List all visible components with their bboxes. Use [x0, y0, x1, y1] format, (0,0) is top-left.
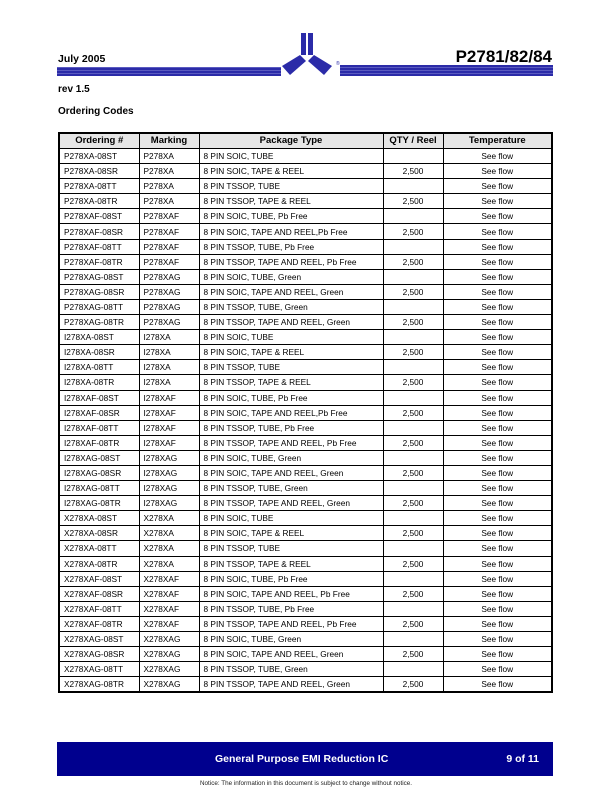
temperature-cell: See flow [443, 541, 552, 556]
table-row [59, 239, 552, 254]
qty-per-reel-cell: 2,500 [383, 496, 443, 511]
package-type-cell: 8 PIN SOIC, TAPE AND REEL, Green [199, 647, 383, 662]
package-type-cell: 8 PIN TSSOP, TUBE, Green [199, 662, 383, 677]
ordering-number-cell: P278XA-08SR [59, 164, 139, 179]
package-type-cell: 8 PIN SOIC, TAPE AND REEL,Pb Free [199, 405, 383, 420]
temperature-cell: See flow [443, 149, 552, 164]
ordering-number-cell: I278XAG-08SR [59, 465, 139, 480]
temperature-cell: See flow [443, 254, 552, 269]
qty-per-reel-cell: 2,500 [383, 586, 443, 601]
qty-per-reel-cell: 2,500 [383, 284, 443, 299]
marking-cell: I278XAG [139, 496, 199, 511]
table-row [59, 526, 552, 541]
ordering-number-cell: I278XAF-08TT [59, 420, 139, 435]
qty-per-reel-cell [383, 450, 443, 465]
package-type-cell: 8 PIN SOIC, TAPE AND REEL, Green [199, 465, 383, 480]
temperature-cell: See flow [443, 345, 552, 360]
page-number: 9 of 11 [506, 753, 539, 765]
table-row [59, 677, 552, 693]
ordering-number-cell: P278XA-08TR [59, 194, 139, 209]
marking-cell: P278XAG [139, 269, 199, 284]
table-row [59, 481, 552, 496]
ordering-number-cell: X278XA-08TT [59, 541, 139, 556]
table-row [59, 194, 552, 209]
temperature-cell: See flow [443, 526, 552, 541]
temperature-cell: See flow [443, 299, 552, 314]
table-row [59, 586, 552, 601]
package-type-cell: 8 PIN SOIC, TUBE [199, 511, 383, 526]
package-type-cell: 8 PIN TSSOP, TUBE, Pb Free [199, 420, 383, 435]
package-type-cell: 8 PIN SOIC, TUBE, Green [199, 632, 383, 647]
temperature-cell: See flow [443, 420, 552, 435]
temperature-cell: See flow [443, 375, 552, 390]
qty-per-reel-cell: 2,500 [383, 405, 443, 420]
temperature-cell: See flow [443, 179, 552, 194]
package-type-cell: 8 PIN SOIC, TUBE, Pb Free [199, 209, 383, 224]
column-header-package-type: Package Type [199, 133, 383, 149]
qty-per-reel-cell: 2,500 [383, 556, 443, 571]
package-type-cell: 8 PIN TSSOP, TAPE AND REEL, Pb Free [199, 254, 383, 269]
qty-per-reel-cell [383, 632, 443, 647]
table-row [59, 541, 552, 556]
marking-cell: P278XAF [139, 254, 199, 269]
ordering-number-cell: P278XA-08TT [59, 179, 139, 194]
package-type-cell: 8 PIN SOIC, TUBE, Pb Free [199, 390, 383, 405]
qty-per-reel-cell [383, 662, 443, 677]
marking-cell: P278XAG [139, 315, 199, 330]
package-type-cell: 8 PIN TSSOP, TAPE AND REEL, Pb Free [199, 435, 383, 450]
table-row [59, 465, 552, 480]
qty-per-reel-cell: 2,500 [383, 254, 443, 269]
ordering-number-cell: X278XA-08SR [59, 526, 139, 541]
temperature-cell: See flow [443, 164, 552, 179]
ordering-number-cell: X278XA-08TR [59, 556, 139, 571]
package-type-cell: 8 PIN SOIC, TUBE [199, 330, 383, 345]
table-row [59, 360, 552, 375]
ordering-number-cell: I278XA-08SR [59, 345, 139, 360]
qty-per-reel-cell: 2,500 [383, 677, 443, 693]
marking-cell: X278XAG [139, 677, 199, 693]
ordering-number-cell: I278XAF-08SR [59, 405, 139, 420]
column-header-qty-reel: QTY / Reel [383, 133, 443, 149]
ordering-number-cell: X278XAF-08TT [59, 601, 139, 616]
qty-per-reel-cell [383, 541, 443, 556]
footer-bar [57, 742, 553, 776]
marking-cell: X278XAF [139, 571, 199, 586]
temperature-cell: See flow [443, 269, 552, 284]
qty-per-reel-cell [383, 420, 443, 435]
marking-cell: P278XA [139, 149, 199, 164]
qty-per-reel-cell [383, 360, 443, 375]
ordering-number-cell: P278XAF-08TR [59, 254, 139, 269]
package-type-cell: 8 PIN SOIC, TAPE & REEL [199, 164, 383, 179]
table-row [59, 149, 552, 164]
marking-cell: P278XA [139, 194, 199, 209]
qty-per-reel-cell: 2,500 [383, 164, 443, 179]
qty-per-reel-cell [383, 601, 443, 616]
ordering-number-cell: P278XAF-08ST [59, 209, 139, 224]
qty-per-reel-cell: 2,500 [383, 315, 443, 330]
table-row [59, 632, 552, 647]
ordering-number-cell: I278XA-08TT [59, 360, 139, 375]
ordering-number-cell: X278XAF-08SR [59, 586, 139, 601]
temperature-cell: See flow [443, 435, 552, 450]
ordering-number-cell: I278XAG-08TT [59, 481, 139, 496]
package-type-cell: 8 PIN SOIC, TAPE AND REEL, Pb Free [199, 586, 383, 601]
qty-per-reel-cell [383, 571, 443, 586]
marking-cell: I278XAF [139, 390, 199, 405]
ordering-number-cell: I278XAG-08TR [59, 496, 139, 511]
ordering-number-cell: P278XAG-08ST [59, 269, 139, 284]
package-type-cell: 8 PIN TSSOP, TUBE [199, 360, 383, 375]
qty-per-reel-cell [383, 511, 443, 526]
marking-cell: I278XAF [139, 420, 199, 435]
package-type-cell: 8 PIN SOIC, TUBE, Pb Free [199, 571, 383, 586]
ordering-number-cell: I278XAG-08ST [59, 450, 139, 465]
table-row [59, 601, 552, 616]
temperature-cell: See flow [443, 496, 552, 511]
temperature-cell: See flow [443, 224, 552, 239]
marking-cell: P278XAF [139, 224, 199, 239]
qty-per-reel-cell [383, 481, 443, 496]
ordering-number-cell: P278XAF-08SR [59, 224, 139, 239]
package-type-cell: 8 PIN SOIC, TAPE & REEL [199, 345, 383, 360]
marking-cell: X278XAG [139, 647, 199, 662]
package-type-cell: 8 PIN SOIC, TAPE AND REEL, Green [199, 284, 383, 299]
table-row [59, 299, 552, 314]
qty-per-reel-cell [383, 179, 443, 194]
table-row [59, 390, 552, 405]
column-header-ordering: Ordering # [59, 133, 139, 149]
qty-per-reel-cell [383, 239, 443, 254]
marking-cell: P278XA [139, 164, 199, 179]
table-row [59, 375, 552, 390]
temperature-cell: See flow [443, 662, 552, 677]
table-row [59, 345, 552, 360]
marking-cell: P278XAG [139, 299, 199, 314]
temperature-cell: See flow [443, 632, 552, 647]
footer-title: General Purpose EMI Reduction IC [215, 753, 389, 765]
marking-cell: P278XAF [139, 209, 199, 224]
temperature-cell: See flow [443, 360, 552, 375]
package-type-cell: 8 PIN TSSOP, TAPE AND REEL, Green [199, 496, 383, 511]
qty-per-reel-cell [383, 269, 443, 284]
marking-cell: I278XA [139, 330, 199, 345]
package-type-cell: 8 PIN TSSOP, TAPE AND REEL, Green [199, 677, 383, 693]
qty-per-reel-cell: 2,500 [383, 375, 443, 390]
package-type-cell: 8 PIN TSSOP, TAPE & REEL [199, 194, 383, 209]
table-row [59, 209, 552, 224]
table-row [59, 284, 552, 299]
temperature-cell: See flow [443, 556, 552, 571]
temperature-cell: See flow [443, 239, 552, 254]
column-header-temperature: Temperature [443, 133, 552, 149]
header-rule-left [57, 67, 281, 76]
ordering-number-cell: X278XAG-08SR [59, 647, 139, 662]
table-row [59, 511, 552, 526]
ordering-number-cell: P278XA-08ST [59, 149, 139, 164]
qty-per-reel-cell: 2,500 [383, 647, 443, 662]
ordering-number-cell: I278XAF-08ST [59, 390, 139, 405]
marking-cell: P278XAF [139, 239, 199, 254]
temperature-cell: See flow [443, 586, 552, 601]
marking-cell: X278XA [139, 511, 199, 526]
qty-per-reel-cell: 2,500 [383, 345, 443, 360]
qty-per-reel-cell: 2,500 [383, 616, 443, 631]
ordering-number-cell: I278XA-08TR [59, 375, 139, 390]
footer-notice: Notice: The information in this document is subject to change without notice. [200, 780, 412, 787]
package-type-cell: 8 PIN TSSOP, TUBE [199, 179, 383, 194]
table-row [59, 405, 552, 420]
package-type-cell: 8 PIN TSSOP, TUBE, Green [199, 481, 383, 496]
qty-per-reel-cell: 2,500 [383, 224, 443, 239]
temperature-cell: See flow [443, 647, 552, 662]
marking-cell: X278XAF [139, 601, 199, 616]
package-type-cell: 8 PIN TSSOP, TAPE & REEL [199, 556, 383, 571]
package-type-cell: 8 PIN TSSOP, TUBE, Green [199, 299, 383, 314]
qty-per-reel-cell [383, 149, 443, 164]
qty-per-reel-cell [383, 330, 443, 345]
table-row [59, 164, 552, 179]
marking-cell: X278XA [139, 526, 199, 541]
package-type-cell: 8 PIN SOIC, TAPE AND REEL,Pb Free [199, 224, 383, 239]
temperature-cell: See flow [443, 511, 552, 526]
qty-per-reel-cell: 2,500 [383, 465, 443, 480]
company-logo-icon [280, 33, 342, 79]
table-row [59, 616, 552, 631]
table-header-row [59, 133, 552, 149]
temperature-cell: See flow [443, 465, 552, 480]
temperature-cell: See flow [443, 571, 552, 586]
table-row [59, 435, 552, 450]
package-type-cell: 8 PIN TSSOP, TUBE, Pb Free [199, 601, 383, 616]
table-row [59, 420, 552, 435]
marking-cell: P278XAG [139, 284, 199, 299]
table-row [59, 571, 552, 586]
table-row [59, 315, 552, 330]
temperature-cell: See flow [443, 601, 552, 616]
part-number-title: P2781/82/84 [455, 47, 552, 66]
table-row [59, 662, 552, 677]
marking-cell: I278XA [139, 345, 199, 360]
temperature-cell: See flow [443, 450, 552, 465]
table-row [59, 496, 552, 511]
temperature-cell: See flow [443, 405, 552, 420]
table-row [59, 330, 552, 345]
table-row [59, 450, 552, 465]
package-type-cell: 8 PIN SOIC, TUBE, Green [199, 269, 383, 284]
marking-cell: I278XA [139, 360, 199, 375]
temperature-cell: See flow [443, 616, 552, 631]
package-type-cell: 8 PIN SOIC, TUBE, Green [199, 450, 383, 465]
ordering-number-cell: I278XA-08ST [59, 330, 139, 345]
temperature-cell: See flow [443, 677, 552, 693]
ordering-number-cell: X278XAG-08TR [59, 677, 139, 693]
qty-per-reel-cell [383, 209, 443, 224]
section-title: Ordering Codes [58, 106, 134, 117]
ordering-number-cell: P278XAG-08SR [59, 284, 139, 299]
marking-cell: I278XA [139, 375, 199, 390]
ordering-number-cell: P278XAG-08TR [59, 315, 139, 330]
marking-cell: I278XAG [139, 450, 199, 465]
ordering-number-cell: X278XAF-08TR [59, 616, 139, 631]
temperature-cell: See flow [443, 330, 552, 345]
package-type-cell: 8 PIN TSSOP, TUBE, Pb Free [199, 239, 383, 254]
marking-cell: X278XA [139, 541, 199, 556]
temperature-cell: See flow [443, 390, 552, 405]
temperature-cell: See flow [443, 284, 552, 299]
package-type-cell: 8 PIN TSSOP, TAPE AND REEL, Pb Free [199, 616, 383, 631]
table-row [59, 556, 552, 571]
temperature-cell: See flow [443, 194, 552, 209]
table-row [59, 224, 552, 239]
marking-cell: X278XAG [139, 662, 199, 677]
marking-cell: X278XA [139, 556, 199, 571]
ordering-number-cell: X278XAG-08ST [59, 632, 139, 647]
document-date: July 2005 [58, 53, 106, 65]
temperature-cell: See flow [443, 481, 552, 496]
package-type-cell: 8 PIN SOIC, TAPE & REEL [199, 526, 383, 541]
qty-per-reel-cell [383, 299, 443, 314]
package-type-cell: 8 PIN SOIC, TUBE [199, 149, 383, 164]
qty-per-reel-cell [383, 390, 443, 405]
marking-cell: I278XAF [139, 405, 199, 420]
package-type-cell: 8 PIN TSSOP, TAPE AND REEL, Green [199, 315, 383, 330]
ordering-number-cell: I278XAF-08TR [59, 435, 139, 450]
column-header-marking: Marking [139, 133, 199, 149]
marking-cell: I278XAG [139, 465, 199, 480]
marking-cell: X278XAG [139, 632, 199, 647]
qty-per-reel-cell: 2,500 [383, 435, 443, 450]
marking-cell: P278XA [139, 179, 199, 194]
temperature-cell: See flow [443, 209, 552, 224]
table-row [59, 647, 552, 662]
table-row [59, 179, 552, 194]
marking-cell: X278XAF [139, 616, 199, 631]
ordering-number-cell: X278XAF-08ST [59, 571, 139, 586]
ordering-number-cell: X278XA-08ST [59, 511, 139, 526]
revision-label: rev 1.5 [58, 84, 90, 95]
table-row [59, 269, 552, 284]
package-type-cell: 8 PIN TSSOP, TAPE & REEL [199, 375, 383, 390]
ordering-number-cell: P278XAG-08TT [59, 299, 139, 314]
qty-per-reel-cell: 2,500 [383, 194, 443, 209]
ordering-codes-table [58, 132, 553, 693]
marking-cell: I278XAF [139, 435, 199, 450]
ordering-number-cell: P278XAF-08TT [59, 239, 139, 254]
qty-per-reel-cell: 2,500 [383, 526, 443, 541]
table-row [59, 254, 552, 269]
package-type-cell: 8 PIN TSSOP, TUBE [199, 541, 383, 556]
registered-mark: ® [336, 61, 340, 67]
marking-cell: X278XAF [139, 586, 199, 601]
temperature-cell: See flow [443, 315, 552, 330]
marking-cell: I278XAG [139, 481, 199, 496]
ordering-number-cell: X278XAG-08TT [59, 662, 139, 677]
